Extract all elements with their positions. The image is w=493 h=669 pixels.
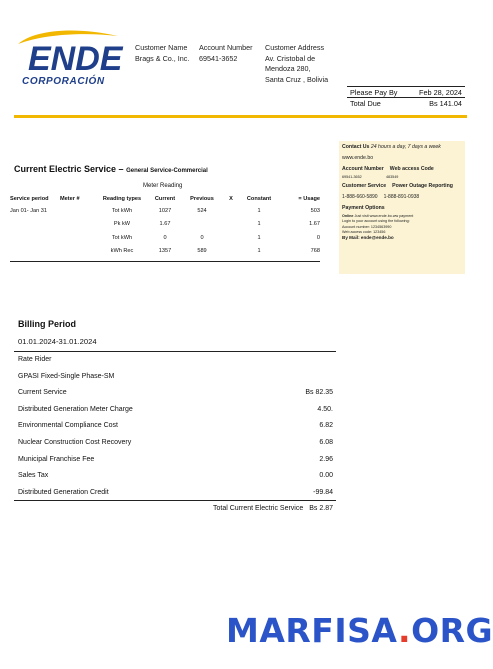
bill-line-item [14, 435, 336, 452]
table-row [10, 218, 320, 232]
table-cell: 0 [163, 234, 167, 241]
bill-line-item [14, 352, 336, 369]
watermark-logo [226, 611, 493, 651]
table-cell: 1.67 [309, 221, 320, 228]
bill-line-item [14, 452, 336, 469]
pay-by-value: Feb 28, 2024 [418, 88, 462, 97]
table-cell [10, 218, 60, 232]
online-text: Just visit www.ende.bo.ww payment [354, 214, 414, 219]
table-cell [224, 204, 238, 218]
outage-label: Power Outage Reporting [392, 183, 453, 190]
contact-account-label: Account Number [342, 166, 384, 172]
table-cell: 589 [197, 248, 207, 255]
column-header: = Usage [298, 196, 320, 202]
customer-address-line: Mendoza 280, [265, 64, 311, 73]
service-title-text: Current Electric Service – [14, 164, 124, 174]
table-bottom-rule [10, 261, 320, 262]
bill-item-value: 6.82 [319, 422, 333, 430]
table-cell [10, 245, 60, 259]
header-divider [14, 115, 467, 118]
billing-total-value: Bs 2.87 [309, 505, 333, 512]
bill-item-label: Nuclear Construction Cost Recovery [18, 438, 132, 446]
company-logo [14, 26, 126, 88]
customer-address-label: Customer Address [265, 43, 325, 52]
customer-name-block [135, 43, 189, 64]
account-number-label: Account Number [199, 43, 253, 52]
bill-item-value: 2.96 [319, 455, 333, 463]
column-header: X [229, 196, 233, 202]
table-cell [60, 204, 94, 218]
contact-account-value: 69541-3652 [342, 175, 362, 179]
bill-item-label: Distributed Generation Meter Charge [18, 405, 133, 413]
billing-dates: 01.01.2024-31.01.2024 [14, 335, 336, 352]
bill-item-value: 4.50. [317, 405, 333, 413]
bill-item-label: Rate Rider [18, 356, 52, 363]
total-due-row [347, 97, 465, 108]
billing-total-row [14, 505, 336, 512]
table-cell: 1357 [158, 248, 172, 255]
bill-line-item [14, 485, 336, 502]
table-cell: Tot kWh [111, 207, 133, 214]
table-cell: Pk kW [113, 221, 131, 228]
table-cell: 768 [310, 248, 320, 255]
watermark-left: MARFISA [226, 611, 399, 650]
table-cell: kWh Rec [110, 248, 134, 255]
logo-subtitle: CORPORACIÓN [22, 76, 105, 87]
table-cell [224, 245, 238, 259]
pay-by-label: Please Pay By [350, 88, 398, 97]
bill-item-label: Environmental Compliance Cost [18, 422, 118, 430]
account-number-value: 69541-3652 [199, 53, 238, 63]
table-row [10, 204, 320, 218]
customer-address-block [265, 43, 345, 85]
table-cell: 1 [257, 234, 261, 241]
table-cell: Tot kWh [111, 234, 133, 241]
table-cell [224, 231, 238, 245]
column-header: Previous [190, 196, 214, 202]
payment-options-label: Payment Options [342, 205, 385, 212]
contact-hours: 24 hours a day, 7 days a week [370, 144, 441, 150]
contact-web-access-label: Web access Code [389, 166, 434, 172]
table-cell: 1 [257, 207, 261, 214]
table-cell [60, 245, 94, 259]
bill-item-value: 0.00 [319, 472, 333, 480]
table-row [10, 231, 320, 245]
table-cell: 1 [257, 221, 261, 228]
customer-name-value: Brags & Co., Inc. [135, 53, 190, 63]
table-cell: 0 [316, 234, 320, 241]
customer-name-label: Customer Name [135, 43, 188, 52]
customer-address-line: Santa Cruz , Bolivia [265, 74, 329, 84]
bill-line-item [14, 385, 336, 402]
account-number-block [199, 43, 253, 64]
bill-line-item [14, 369, 336, 386]
table-cell: 0 [200, 234, 204, 241]
logo-wordmark: ENDE [28, 40, 123, 78]
column-header: Service period [10, 196, 49, 202]
table-cell: 1.67 [159, 221, 171, 228]
column-header: Reading types [102, 196, 142, 202]
table-cell: 503 [310, 207, 320, 214]
table-cell [180, 218, 224, 232]
contact-header: Contact Us [342, 144, 370, 150]
table-cell: 1027 [158, 207, 172, 214]
service-subtitle: General Service-Commercial [126, 168, 208, 174]
total-due-label: Total Due [350, 99, 381, 108]
payment-summary [347, 86, 465, 108]
billing-title: Billing Period [18, 319, 77, 329]
contact-website[interactable]: www.ende.bo [342, 155, 374, 161]
outage-phone: 1-888-891-0938 [383, 194, 420, 201]
watermark-dot: . [398, 611, 412, 650]
customer-service-phone: 1-888-660-5890 [342, 194, 378, 201]
bill-line-item [14, 402, 336, 419]
bill-item-label: Sales Tax [18, 472, 49, 480]
customer-address-line: Av. Cristobal de [265, 53, 316, 63]
online-line-4: Web access code: 123456 [342, 229, 386, 234]
table-cell [60, 231, 94, 245]
mail-payment-text: By Mail: ende@ende.bo [342, 235, 394, 241]
column-header: Constant [246, 196, 272, 202]
meter-reading-label: Meter Reading [143, 183, 183, 189]
online-line-2: Login to your account using the following: [342, 219, 410, 224]
service-title [14, 164, 208, 174]
bill-line-item [14, 418, 336, 435]
column-header: Meter # [60, 196, 80, 202]
total-due-value: Bs 141.04 [429, 99, 462, 108]
billing-total-label: Total Current Electric Service [212, 505, 304, 512]
table-cell [10, 231, 60, 245]
table-cell: 524 [197, 207, 207, 214]
bill-item-label: Municipal Franchise Fee [18, 455, 95, 463]
watermark-right: ORG [411, 611, 493, 650]
bill-line-item [14, 468, 336, 485]
bill-item-label: GPASI Fixed-Single Phase-SM [18, 372, 115, 380]
table-cell [60, 218, 94, 232]
bill-item-label: Distributed Generation Credit [18, 488, 109, 496]
bill-item-value: Bs 82.35 [305, 389, 333, 397]
pay-by-row [347, 86, 465, 97]
online-line-3: Account number: 1234563990 [342, 224, 392, 229]
table-cell: 1 [257, 248, 261, 255]
contact-panel [339, 141, 465, 274]
column-header: Current [154, 196, 176, 202]
table-cell: Jan 01- Jan 31 [10, 207, 48, 214]
ende-logo-graphic [14, 26, 126, 76]
phone-labels-row [342, 183, 462, 189]
billing-section [14, 318, 336, 501]
contact-web-access-value: 483549 [386, 175, 399, 179]
table-cell [224, 218, 238, 232]
table-header-row [10, 194, 320, 204]
bill-item-value: -99.84 [313, 488, 333, 496]
bill-item-value: 6.08 [319, 438, 333, 446]
meter-reading-table [10, 194, 320, 258]
table-row [10, 245, 320, 259]
customer-service-label: Customer Service [342, 183, 387, 190]
bill-item-label: Current Service [18, 389, 67, 397]
online-label: Online [342, 214, 354, 219]
